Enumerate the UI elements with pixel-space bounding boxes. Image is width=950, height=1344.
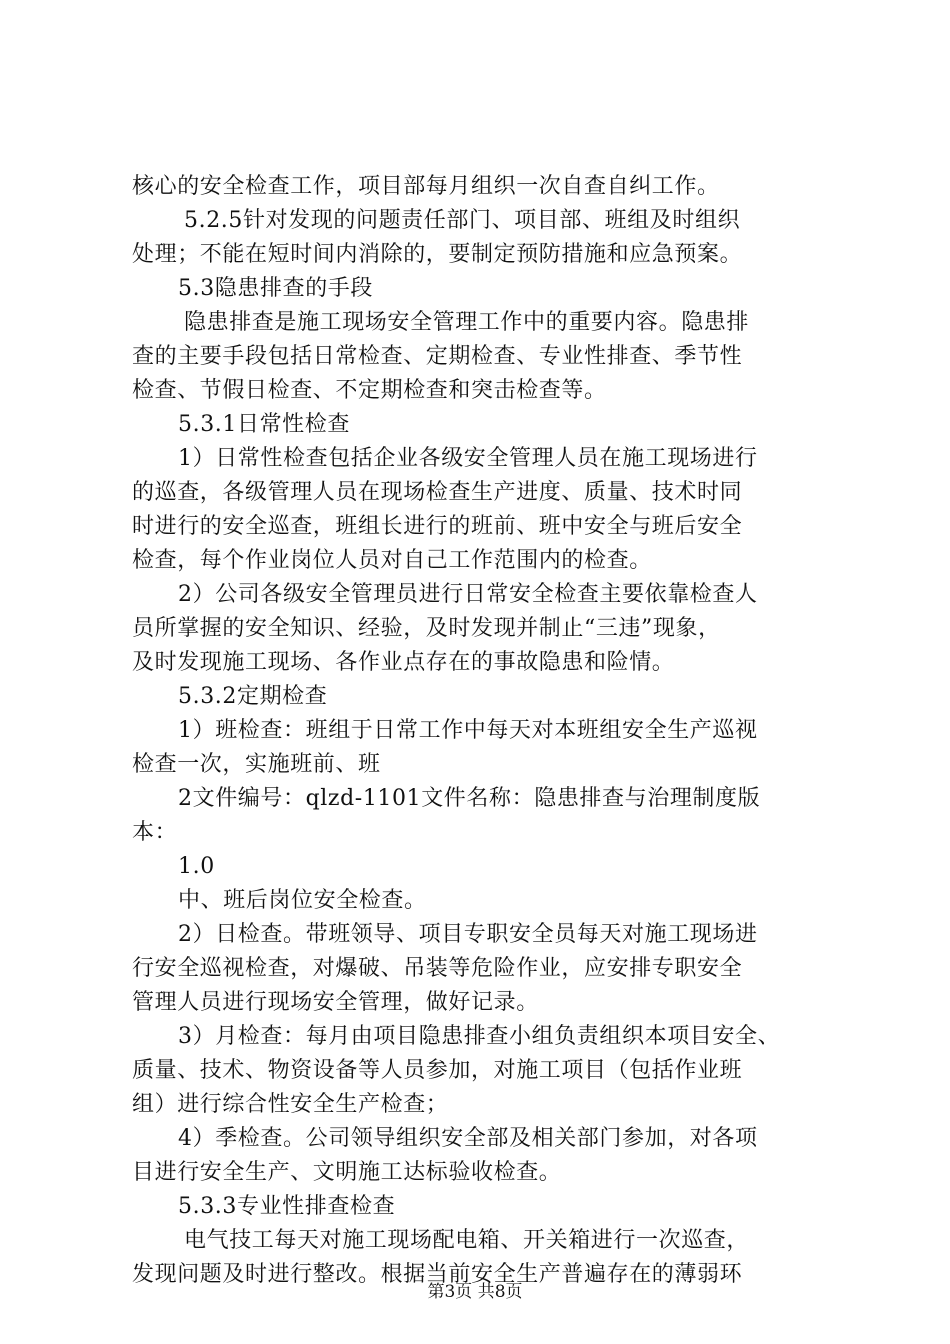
text-line: 本： [132,820,178,845]
text-line: 员所掌握的安全知识、经验，及时发现并制止“三违”现象， [132,616,721,641]
text-line: 及时发现施工现场、各作业点存在的事故隐患和险情。 [132,650,675,675]
text-line: 4）季检查。公司领导组织安全部及相关部门参加，对各项 [178,1126,758,1151]
text-line: 2）日检查。带班领导、项目专职安全员每天对施工现场进 [178,922,758,947]
text-line: 1）日常性检查包括企业各级安全管理人员在施工现场进行 [178,446,758,471]
text-line: 检查、节假日检查、不定期检查和突击检查等。 [132,378,607,403]
text-line: 2文件编号：qlzd-1101文件名称：隐患排查与治理制度版 [178,786,761,811]
text-line: 隐患排查是施工现场安全管理工作中的重要内容。隐患排 [184,310,750,335]
text-line: 1）班检查：班组于日常工作中每天对本班组安全生产巡视 [178,718,758,743]
text-line: 5.3隐患排查的手段 [178,276,373,301]
text-line: 5.3.3专业性排查检查 [178,1194,396,1219]
text-line: 中、班后岗位安全检查。 [178,888,427,913]
text-line: 检查一次，实施班前、班 [132,752,381,777]
text-line: 管理人员进行现场安全管理，做好记录。 [132,990,539,1015]
text-line: 组）进行综合性安全生产检查； [132,1092,449,1117]
text-line: 行安全巡视检查，对爆破、吊装等危险作业，应安排专职安全 [132,956,743,981]
text-line: 的巡查，各级管理人员在现场检查生产进度、质量、技术时同 [132,480,743,505]
text-line: 处理；不能在短时间内消除的，要制定预防措施和应急预案。 [132,242,743,267]
text-line: 5.2.5针对发现的问题责任部门、项目部、班组及时组织 [184,208,741,233]
text-line: 电气技工每天对施工现场配电箱、开关箱进行一次巡查， [184,1228,750,1253]
text-line: 检查，每个作业岗位人员对自己工作范围内的检查。 [132,548,652,573]
text-line: 目进行安全生产、文明施工达标验收检查。 [132,1160,562,1185]
text-line: 质量、技术、物资设备等人员参加，对施工项目（包括作业班 [132,1058,743,1083]
page-footer: 第3页 共8页 [427,1282,523,1302]
text-line: 1.0 [178,854,215,879]
text-line: 5.3.2定期检查 [178,684,328,709]
text-line: 3）月检查：每月由项目隐患排查小组负责组织本项目安全、 [178,1024,781,1049]
text-line: 时进行的安全巡查，班组长进行的班前、班中安全与班后安全 [132,514,743,539]
document-body [132,170,832,1292]
text-line: 2）公司各级安全管理员进行日常安全检查主要依靠检查人 [178,582,758,607]
text-line: 查的主要手段包括日常检查、定期检查、专业性排查、季节性 [132,344,743,369]
text-line: 发现问题及时进行整改。根据当前安全生产普遍存在的薄弱环 [132,1262,743,1287]
text-line: 核心的安全检查工作，项目部每月组织一次自查自纠工作。 [132,174,720,199]
text-line: 5.3.1日常性检查 [178,412,350,437]
